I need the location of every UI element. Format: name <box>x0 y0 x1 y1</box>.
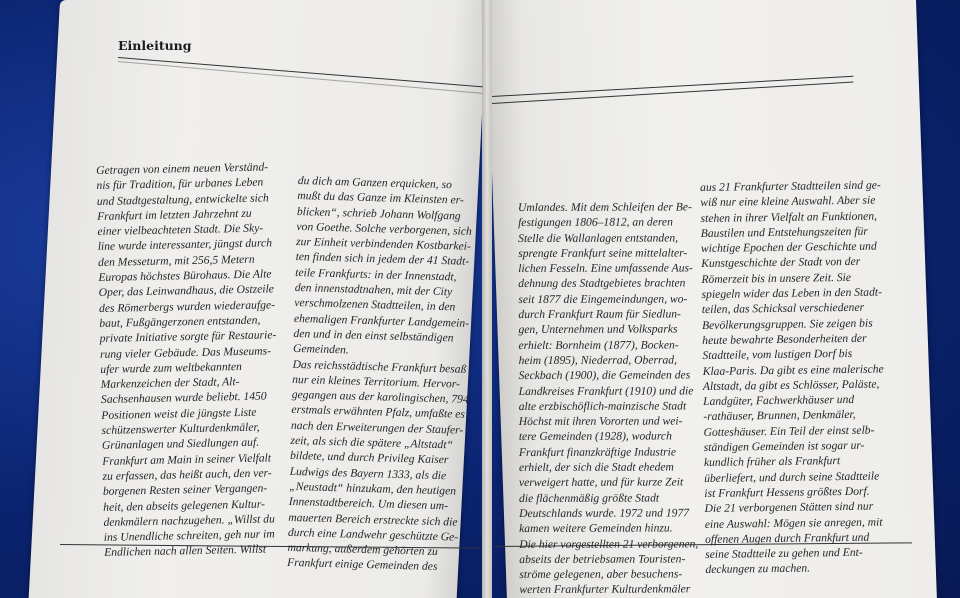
text-line: festigungen 1806–1812, an deren <box>518 215 673 230</box>
text-line: Umlandes. Mit dem Schleifen der Be- <box>518 200 692 214</box>
text-line: teilen, das Schicksal verschiedener <box>701 301 865 317</box>
text-line: durch eine Landwehr geschützte Ge- <box>287 525 459 544</box>
text-line: nach den Erweiterungen der Staufer- <box>290 418 464 437</box>
section-heading: Einleitung <box>118 38 192 53</box>
text-line: sprengte Frankfurt seine mittelalter- <box>518 246 688 260</box>
text-line: seine Stadtteile zu gehen und Ent- <box>705 545 863 562</box>
text-line: seit 1877 die Eingemeindungen, wo- <box>518 292 688 306</box>
text-line: du dich am Ganzen erquicken, so <box>297 173 453 192</box>
text-line: kamen weitere Gemeinden hinzu. <box>519 521 673 536</box>
text-line: Frankfurt am Main in seiner Vielfalt <box>102 451 272 468</box>
text-line: lichen Fesseln. Eine umfassende Aus- <box>518 261 693 276</box>
text-line: line wurde interessanter, jüngst durch <box>97 236 273 254</box>
text-line: werten Frankfurter Kulturdenkmäler <box>519 582 691 597</box>
text-line: -rathäuser, Brunnen, Denkmäler, <box>703 408 856 424</box>
text-line: Seckbach (1900), die Gemeinden des <box>518 368 691 383</box>
text-line: dehnung des Stadtgebietes brachten <box>518 276 686 291</box>
text-line: Frankfurt einige Gemeinden des <box>286 556 438 574</box>
text-line: den innenstadtnahen, mit der City <box>294 281 453 299</box>
text-column-2 <box>287 173 475 576</box>
text-line: schützenswerter Kulturdenkmäler, <box>101 420 260 437</box>
text-line: zur Einheit verbindenden Kostbarkei- <box>295 235 472 254</box>
text-line: heit, den abseits gelegenen Kultur- <box>103 497 266 514</box>
text-line: ströme gelegenen, aber besuchens- <box>519 567 683 582</box>
text-line: von Goethe. Solche verborgenen, sich <box>296 219 472 238</box>
text-line: Gotteshäuser. Ein Teil der einst selb- <box>703 423 875 439</box>
text-line: verschmolzenen Stadtteilen, in den <box>294 296 456 314</box>
text-line: Frankfurt finanzkräftige Industrie <box>518 445 677 459</box>
text-line: Die 21 verborgenen Stätten sind nur <box>704 499 874 516</box>
text-line: nur ein kleines Territorium. Hervor- <box>292 372 461 391</box>
text-line: Sachsenhausen wurde beliebt. 1450 <box>100 389 267 407</box>
text-line: mußt du das Ganze im Kleinsten er- <box>297 189 465 207</box>
text-line: wichtige Epochen der Geschichte und <box>700 239 877 256</box>
text-line: Gemeinden. <box>292 342 349 357</box>
text-line: nis für Tradition, für urbanes Leben <box>96 175 264 193</box>
text-line: stehen in ihrer Vielfalt an Funktionen, <box>700 209 878 225</box>
text-line: bildete, und durch Privileg Kaiser <box>289 449 449 467</box>
text-line: baut, Fußgängerzonen entstanden, <box>99 313 261 330</box>
text-line: zeit, als sich die spätere „Altstadt“ <box>290 433 454 452</box>
text-line: tere Gemeinden (1928), wodurch <box>518 429 672 444</box>
text-line: markung, außerdem gehörten zu <box>287 540 438 559</box>
text-line: Landkreises Frankfurt (1910) und die <box>518 383 694 398</box>
text-line: Bevölkerungsgruppen. Sie zeigen bis <box>701 316 873 332</box>
text-line: des Römerbergs wurden wiederaufge- <box>98 297 276 315</box>
text-line: Frankfurt im letzten Jahrzehnt zu <box>96 206 252 223</box>
text-line: verweigert hatte, und für kurze Zeit <box>518 475 684 490</box>
text-line: borgenen Resten seiner Vergangen- <box>102 481 268 499</box>
text-line: überliefert, und durch seine Stadtteile <box>704 469 880 485</box>
text-line: aus 21 Frankfurter Stadtteilen sind ge- <box>700 178 881 194</box>
text-line: gen, Unternehmen und Volksparks <box>518 322 678 337</box>
text-line: erhielt: Bornheim (1877), Bocken- <box>518 338 679 352</box>
text-line: rung vieler Gebäude. Das Museums- <box>99 343 272 361</box>
text-line: einer vielbeachteten Stadt. Die Sky- <box>97 221 264 239</box>
text-line: zu erfassen, das heißt auch, den ver- <box>102 466 272 483</box>
text-line: gegangen aus der karolingischen, 794 <box>291 388 469 407</box>
text-line: den Messeturm, mit 256,5 Metern <box>97 252 255 269</box>
text-line: erstmals erwähnten Pfalz, umfaßte es <box>291 403 466 422</box>
text-line: den und in den einst selbständigen <box>293 326 454 345</box>
text-line: Altstadt, da gibt es Schlösser, Paläste, <box>702 377 880 393</box>
text-line: Landgüter, Fachwerkhäuser und <box>703 393 855 409</box>
text-line: heim (1895), Niederrad, Oberrad, <box>518 353 678 367</box>
text-line: ist Frankfurt Hessens größtes Dorf. <box>704 484 870 500</box>
text-line: Markenzeichen der Stadt, Alt- <box>100 375 240 392</box>
text-line: durch Frankfurt Raum für Siedlun- <box>518 307 681 322</box>
text-line: private Initiative sorgte für Restaurie- <box>99 328 277 346</box>
text-line: Baustilen und Entstehungszeiten für <box>700 224 868 240</box>
text-line: ständigen Gemeinden ist sogar ur- <box>703 438 865 455</box>
text-line: ins Unendliche schreiten, geh nur im <box>103 527 275 545</box>
text-line: Innenstadtbereich. Um diesen um- <box>288 495 449 513</box>
text-line: heute bewahrte Besonderheiten der <box>702 331 867 347</box>
text-line: denkmälern nachzugehen. „Willst du <box>103 512 275 529</box>
text-line: mauerten Bereich erstreckte sich die <box>288 510 458 529</box>
text-line: ten finden sich in jedem der 41 Stadt- <box>295 250 470 269</box>
text-line: Getragen von einem neuen Verständ- <box>96 160 269 177</box>
text-line: ehemaligen Frankfurter Landgemein- <box>293 311 470 330</box>
book-gutter <box>482 0 492 598</box>
text-line: Stadtteile, vom lustigen Dorf bis <box>702 347 853 363</box>
text-line: und Stadtgestaltung, entwickelte sich <box>96 190 269 208</box>
text-line: Kunstgeschichte der Stadt von der <box>701 255 861 271</box>
text-line: Klaa-Paris. Da gibt es eine malerische <box>702 362 884 378</box>
text-line: Höchst mit ihren Vororten und wei- <box>518 414 683 429</box>
text-column-1 <box>96 159 281 560</box>
text-line: die flächenmäßig größte Stadt <box>519 491 660 505</box>
text-line: „Neustadt“ hinzukam, den heutigen <box>289 479 457 498</box>
text-line: Endlichen nach allen Seiten. Willst <box>104 542 267 560</box>
text-line: wiß nur eine kleine Auswahl. Aber sie <box>700 193 876 210</box>
text-line: offenen Augen durch Frankfurt und <box>704 530 870 546</box>
text-line: Deutschlands wurde. 1972 und 1977 <box>519 506 690 520</box>
text-line: Stelle die Wallanlagen entstanden, <box>518 231 679 245</box>
text-line: ufer wurde zum weltbekannten <box>100 359 243 376</box>
text-column-4 <box>700 177 887 577</box>
text-line: deckungen zu machen. <box>705 561 811 577</box>
text-line: Die hier vorgestellten 21 verborgenen, <box>519 536 699 551</box>
text-line: teile Frankfurts: in der Innenstadt, <box>295 265 457 284</box>
text-line: kundlich früher als Frankfurt <box>703 454 841 470</box>
text-line: blicken“, schrieb Johann Wolfgang <box>296 204 461 223</box>
text-line: Römerzeit bis in unsere Zeit. Sie <box>701 270 852 286</box>
text-line: Positionen weist die jüngste Liste <box>101 405 257 422</box>
text-line: eine Auswahl: Mögen sie anregen, mit <box>704 515 883 531</box>
text-line: Ludwigs des Bayern 1333, als die <box>289 464 447 482</box>
text-line: spiegeln wider das Leben in den Stadt- <box>701 285 883 302</box>
text-line: alte erzbischöflich-mainzische Stadt <box>518 399 687 413</box>
text-column-3 <box>518 199 699 597</box>
text-line: Europas höchstes Bürohaus. Die Alte <box>98 267 272 285</box>
text-line: erhielt, der sich die Stadt ehedem <box>518 460 674 475</box>
text-line: abseits der betriebsamen Touristen- <box>519 552 686 566</box>
text-line: Das reichsstädtische Frankfurt besaß <box>292 357 467 376</box>
text-line: Grünanlagen und Siedlungen auf. <box>101 435 260 453</box>
text-line: Oper, das Leinwandhaus, die Ostzeile <box>98 282 275 300</box>
